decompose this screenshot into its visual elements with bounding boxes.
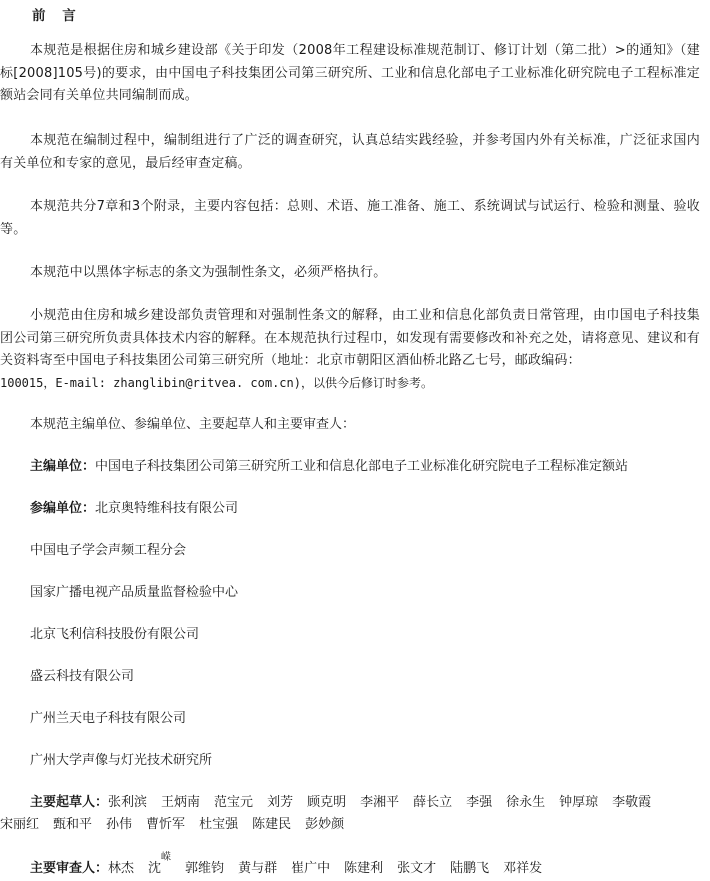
chief-unit-value: 中国电子科技集团公司第三研究所工业和信息化部电子工业标准化研究院电子工程标准定额站	[95, 459, 629, 474]
drafter-name: 曹忻军	[146, 817, 186, 832]
drafter-name: 杜宝强	[199, 817, 239, 832]
reviewer-name: 陆鹏飞	[450, 861, 490, 876]
reviewers-row	[0, 852, 710, 881]
reviewers-label: 主要审查人：	[30, 861, 109, 876]
small-character: 嵘	[161, 852, 172, 863]
drafter-name: 钟厚琼	[559, 795, 599, 810]
intro-line: 本规范主编单位、参编单位、主要起草人和主要审查人：	[30, 417, 356, 432]
drafters-row-1	[0, 792, 710, 814]
drafter-name: 孙伟	[106, 817, 133, 832]
participating-unit: 广州兰天电子科技有限公司	[30, 711, 187, 726]
drafters-row-2	[0, 814, 710, 836]
reviewers-block	[0, 852, 710, 881]
reviewer-name: 郭维钧	[185, 861, 225, 876]
drafter-name: 李敬霞	[612, 795, 652, 810]
reviewer-name: 邓祥发	[503, 861, 543, 876]
paragraph-process: 本规范在编制过程中，编制组进行了广泛的调查研究，认真总结实践经验，并参考国内外有关标准，广泛征求国内有关单位和专家的意见，最后经审查定稿。	[0, 133, 700, 171]
participating-unit-first: 北京奥特维科技有限公司	[95, 501, 239, 516]
participating-unit-row	[30, 498, 238, 520]
participating-unit: 广州大学声像与灯光技术研究所	[30, 753, 213, 768]
drafters-label: 主要起草人：	[30, 795, 109, 810]
paragraph-basis: 本规范是根据住房和城乡建设部《关于印发（2008年工程建设标准规范制订、修订计划（第二批）>的通知》（建标[2008]105号)的要求，由中国电子科技集团公司第三研究所、工业和信息化部电子工业标准化研究院电子工程标准定额站会同有关单位共同编制而成。	[0, 43, 700, 103]
drafter-name: 张利滨	[108, 795, 148, 810]
participating-unit-label: 参编单位：	[30, 501, 96, 516]
drafter-name: 顾克明	[307, 795, 347, 810]
drafter-name: 刘芳	[267, 795, 294, 810]
participating-unit: 盛云科技有限公司	[30, 669, 135, 684]
drafter-name: 甄和平	[53, 817, 93, 832]
participating-unit: 北京飞利信科技股份有限公司	[30, 627, 200, 642]
reviewer-name: 林杰	[108, 861, 135, 876]
page-title: 前 言	[32, 8, 82, 24]
participating-unit: 中国电子学会声频工程分会	[30, 543, 187, 558]
chief-unit-row	[30, 456, 628, 478]
drafter-name: 陈建民	[252, 817, 292, 832]
paragraph-mandatory: 本规范中以黑体字标志的条文为强制性条文，必须严格执行。	[30, 265, 387, 280]
reviewer-name-partial: 沈$^嵘$	[148, 852, 172, 876]
drafters-block	[0, 792, 710, 836]
drafter-name: 宋丽红	[0, 817, 40, 832]
drafter-name: 范宝元	[214, 795, 254, 810]
chief-unit-label: 主编单位：	[30, 459, 96, 474]
drafter-name: 李强	[466, 795, 493, 810]
participating-unit: 国家广播电视产品质量监督检验中心	[30, 585, 239, 600]
drafter-name: 彭妙颜	[305, 817, 345, 832]
reviewer-name: 陈建利	[344, 861, 384, 876]
drafter-name: 李湘平	[360, 795, 400, 810]
drafter-name: 徐永生	[506, 795, 546, 810]
paragraph-contents: 本规范共分7章和3个附录，主要内容包括：总则、术语、施工准备、施工、系统调试与试运行、检验和测量、验收等。	[0, 199, 700, 237]
drafter-name: 王炳南	[161, 795, 201, 810]
drafter-name: 薛长立	[413, 795, 453, 810]
paragraph-management: 小规范由住房和城乡建设部负责管理和对强制性条文的解释，由工业和信息化部负责日常管理，由巾国电子科技集团公司第三研究所负责具体技术内容的解释。在本规范执行过程巾，如发现有需要修改和补充之处，请将意见、建议和有关资料寄至中国电子科技集团公司第三研究所（地址：北京市朝阳区酒仙桥北路乙七号，邮政编码：	[0, 308, 700, 368]
reviewer-name: 张文才	[397, 861, 437, 876]
reviewer-name: 黄与群	[238, 861, 278, 876]
reviewer-name: 崔广中	[291, 861, 331, 876]
contact-line: 100015，E-mail: zhanglibin@ritvea. com.cn)，以供今后修订时参考。	[0, 376, 433, 390]
